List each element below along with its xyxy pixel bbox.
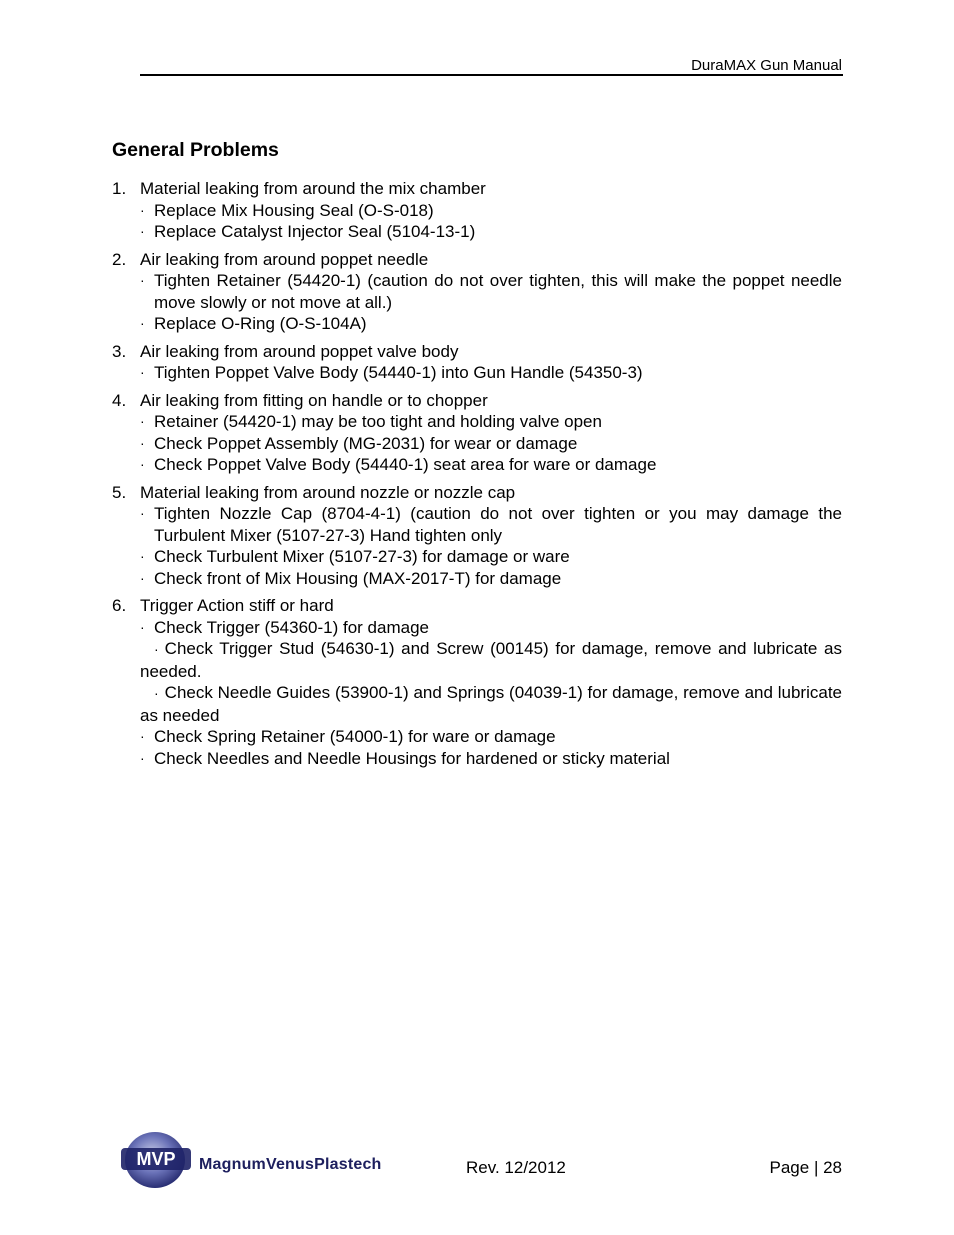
remedy-item <box>112 200 842 222</box>
bullet-icon: · <box>140 223 145 239</box>
problem-number: 3. <box>112 341 127 361</box>
bullet-icon: · <box>140 434 145 451</box>
remedy-text: Replace O-Ring (O-S-104A) <box>154 314 367 333</box>
problem-item <box>112 249 842 335</box>
remedy-item <box>112 270 842 313</box>
bullet-icon: · <box>140 618 145 635</box>
mvp-logo-icon <box>115 1130 197 1192</box>
remedy-item <box>112 411 842 433</box>
remedy-text: Check Spring Retainer (54000-1) for ware or damage <box>154 727 556 746</box>
bullet-icon: · <box>154 641 159 657</box>
problem-number: 6. <box>112 596 127 615</box>
manual-title: DuraMAX Gun Manual <box>691 57 842 74</box>
bullet-icon: · <box>140 413 145 429</box>
remedy-item <box>112 362 842 384</box>
remedy-text: Check Trigger (54360-1) for damage <box>154 617 429 637</box>
remedy-text: Check Needles and Needle Housings for hardened or sticky material <box>154 748 670 768</box>
bullet-icon: · <box>140 749 145 766</box>
remedy-text: Tighten Poppet Valve Body (54440-1) into Gun Handle (54350-3) <box>154 363 643 382</box>
problem-list <box>112 178 866 775</box>
problem-title-text: Air leaking from around poppet needle <box>140 249 429 269</box>
remedy-text: Check Poppet Assembly (MG-2031) for wear or damage <box>154 433 578 453</box>
problem-title <box>112 482 842 504</box>
bullet-icon: · <box>154 685 159 701</box>
remedy-text: Check front of Mix Housing (MAX-2017-T) for damage <box>154 568 562 588</box>
bullet-icon: · <box>140 569 145 586</box>
bullet-icon: · <box>140 548 145 564</box>
bullet-icon: · <box>140 456 145 472</box>
problem-title-text: Air leaking from fitting on handle or to chopper <box>140 390 488 410</box>
remedy-text: Check Needle Guides (53900-1) and Springs (04039-1) for damage, remove and lubricate as needed <box>140 683 842 725</box>
page-number: Page | 28 <box>769 1158 842 1177</box>
revision-date: Rev. 12/2012 <box>466 1158 566 1177</box>
problem-title-text: Material leaking from around nozzle or nozzle cap <box>140 482 516 502</box>
remedy-item <box>112 638 866 682</box>
problem-title <box>112 390 842 412</box>
bullet-icon: · <box>140 728 145 744</box>
bullet-icon: · <box>140 201 145 218</box>
remedy-text: Check Trigger Stud (54630-1) and Screw (00145) for damage, remove and lubricate as needed. <box>140 639 866 681</box>
bullet-icon: · <box>140 364 145 380</box>
company-logo <box>115 1130 405 1192</box>
problem-title <box>112 595 842 617</box>
remedy-text: Replace Catalyst Injector Seal (5104-13-1) <box>154 222 476 241</box>
remedy-text: Check Poppet Valve Body (54440-1) seat area for ware or damage <box>154 455 657 474</box>
problem-title <box>112 341 842 363</box>
problem-item <box>112 390 842 476</box>
remedy-item <box>112 503 842 546</box>
problem-number: 1. <box>112 179 127 198</box>
bullet-icon: · <box>140 505 145 521</box>
remedy-item <box>112 433 842 455</box>
remedy-text: Retainer (54420-1) may be too tight and holding valve open <box>154 412 602 431</box>
remedy-item <box>112 546 842 568</box>
remedy-item <box>112 313 842 335</box>
logo-mark: MVP <box>136 1149 176 1169</box>
remedy-item <box>112 568 842 590</box>
header-divider <box>140 74 843 76</box>
problem-title-text: Air leaking from around poppet valve body <box>140 341 459 361</box>
remedy-item <box>112 682 842 726</box>
problem-title <box>112 178 842 200</box>
remedy-text: Tighten Nozzle Cap (8704-4-1) (caution do not over tighten or you may damage the Turbulent Mixer (5107-27-3) Hand tighten only <box>154 504 842 545</box>
section-heading: General Problems <box>112 139 279 161</box>
remedy-item <box>112 617 842 639</box>
problem-number: 2. <box>112 249 127 269</box>
problem-title <box>112 249 842 271</box>
remedy-item <box>112 454 842 476</box>
problem-item <box>112 178 842 243</box>
problem-item <box>112 341 842 384</box>
bullet-icon: · <box>140 315 145 331</box>
problem-item <box>112 595 866 769</box>
remedy-item <box>112 221 842 243</box>
problem-title-text: Trigger Action stiff or hard <box>140 596 334 615</box>
problem-title-text: Material leaking from around the mix chamber <box>140 179 486 198</box>
bullet-icon: · <box>140 272 145 288</box>
problem-item <box>112 482 842 590</box>
remedy-text: Check Turbulent Mixer (5107-27-3) for damage or ware <box>154 547 570 566</box>
remedy-item <box>112 726 842 748</box>
company-name: MagnumVenusPlastech <box>199 1156 382 1173</box>
remedy-item <box>112 748 842 770</box>
problem-number: 5. <box>112 482 127 502</box>
problem-number: 4. <box>112 390 127 410</box>
remedy-text: Replace Mix Housing Seal (O-S-018) <box>154 200 434 220</box>
remedy-text: Tighten Retainer (54420-1) (caution do not over tighten, this will make the poppet needle move slowly or not move at all.) <box>154 271 842 312</box>
